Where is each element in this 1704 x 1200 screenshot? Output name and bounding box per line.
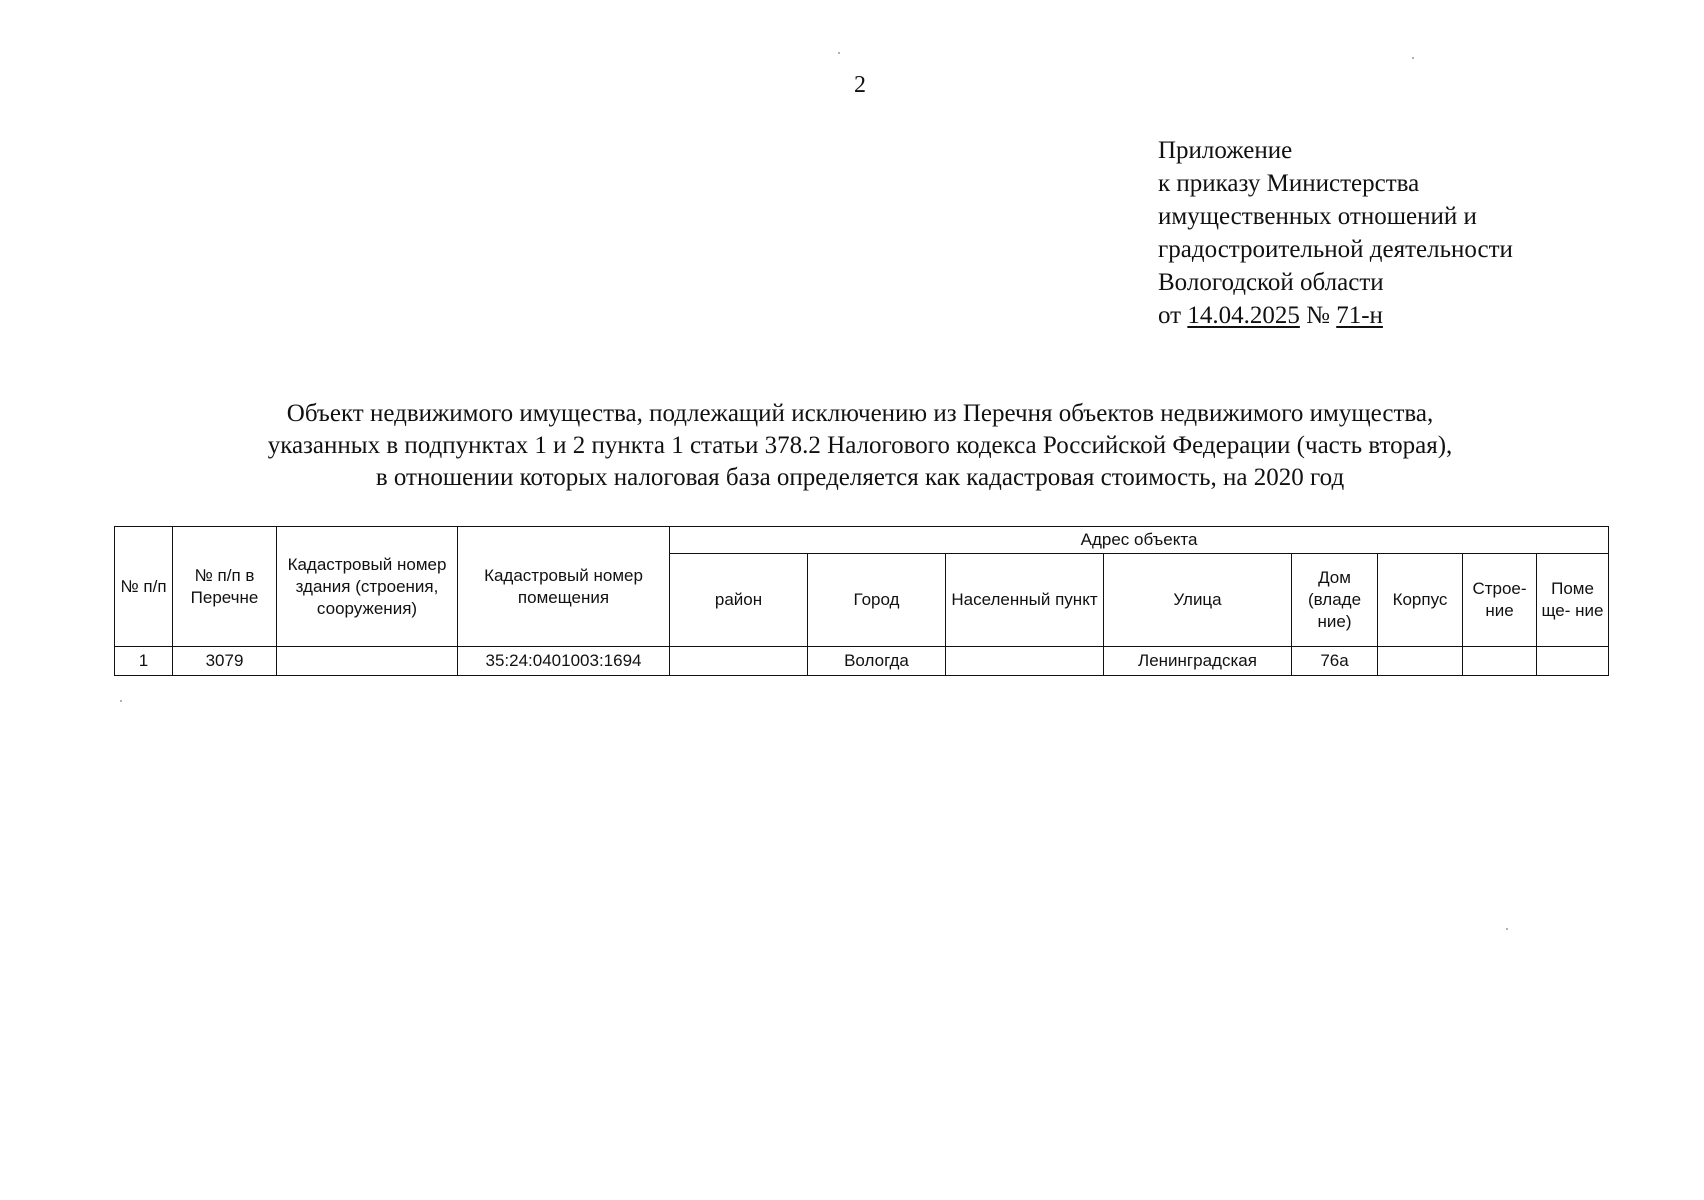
cell-building-cadastral [277, 647, 458, 676]
number-sign: № [1306, 302, 1330, 329]
scan-speck [1506, 928, 1508, 930]
scan-speck [1412, 57, 1414, 59]
cell-city: Вологда [808, 647, 946, 676]
cell-district [670, 647, 808, 676]
header-street: Улица [1104, 554, 1292, 647]
title-line-3: в отношении которых налоговая база определяется как кадастровая стоимость, на 2020 год [375, 464, 1345, 491]
header-house: Дом (владе ние) [1292, 554, 1378, 647]
scan-speck [120, 700, 122, 702]
cell-street: Ленинградская [1104, 647, 1292, 676]
cell-building [1463, 647, 1537, 676]
document-title [120, 398, 1600, 494]
header-num-in-list: № п/п в Перечне [173, 527, 277, 647]
header-city: Город [808, 554, 946, 647]
appendix-line-2: к приказу Министерства [1158, 170, 1420, 197]
header-premises-cadastral: Кадастровый номер помещения [458, 527, 670, 647]
cell-premises-cadastral: 35:24:0401003:1694 [458, 647, 670, 676]
cell-num: 1 [115, 647, 173, 676]
table-row [115, 647, 1609, 676]
appendix-line-3: имущественных отношений и [1158, 203, 1477, 230]
appendix-block [1158, 134, 1598, 332]
header-building: Строе- ние [1463, 554, 1537, 647]
page-number: 2 [854, 72, 866, 98]
header-room: Поме ще- ние [1537, 554, 1609, 647]
header-num: № п/п [115, 527, 173, 647]
header-building-cadastral: Кадастровый номер здания (строения, сооружения) [277, 527, 458, 647]
cell-settlement [946, 647, 1104, 676]
title-line-1: Объект недвижимого имущества, подлежащий исключению из Перечня объектов недвижимого имущества, [286, 400, 1434, 427]
scan-speck [838, 52, 840, 54]
header-address-group: Адрес объекта [670, 527, 1609, 554]
header-settlement: Населенный пункт [946, 554, 1104, 647]
appendix-line-1: Приложение [1158, 137, 1293, 164]
cell-house: 76а [1292, 647, 1378, 676]
appendix-line-4: градостроительной деятельности [1158, 236, 1513, 263]
cell-room [1537, 647, 1609, 676]
order-number: 71-н [1336, 302, 1383, 329]
appendix-line-5: Вологодской области [1158, 269, 1384, 296]
appendix-from-label: от [1158, 302, 1182, 329]
cell-block [1378, 647, 1463, 676]
appendix-date-line [1158, 299, 1598, 332]
property-table [114, 526, 1609, 676]
header-district: район [670, 554, 808, 647]
header-block: Корпус [1378, 554, 1463, 647]
order-date: 14.04.2025 [1187, 302, 1300, 329]
title-line-2: указанных в подпунктах 1 и 2 пункта 1 статьи 378.2 Налогового кодекса Российской Федерации (часть вторая), [267, 432, 1453, 459]
cell-num-in-list: 3079 [173, 647, 277, 676]
